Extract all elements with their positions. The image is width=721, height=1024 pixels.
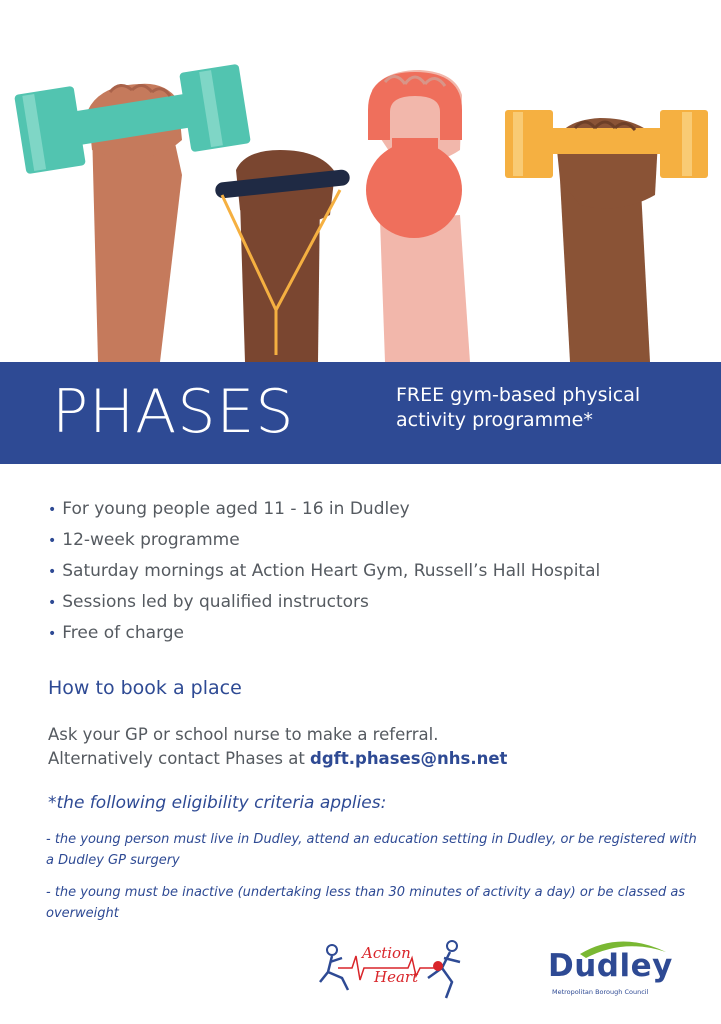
arm-resistance-band-icon — [215, 150, 351, 362]
dudley-logo-subtitle: Metropolitan Borough Council — [552, 988, 649, 996]
bullet-icon: • — [48, 564, 57, 580]
bullet-icon: • — [48, 533, 57, 549]
list-item: • For young people aged 11 - 16 in Dudley — [48, 499, 410, 519]
list-item: • Sessions led by qualified instructors — [48, 592, 369, 612]
hero-illustration — [0, 0, 721, 362]
arm-kettlebell-icon — [366, 70, 470, 362]
booking-instructions — [48, 723, 507, 771]
how-to-book-heading: How to book a place — [48, 677, 242, 699]
contact-email-link[interactable]: dgft.phases@nhs.net — [310, 749, 508, 768]
banner-subtitle — [396, 383, 696, 433]
banner-subtitle-line1: FREE gym-based physical — [396, 384, 641, 406]
action-heart-word1: Action — [362, 944, 411, 962]
banner-subtitle-line2: activity programme* — [396, 409, 593, 431]
list-item: • Free of charge — [48, 623, 185, 643]
action-heart-word2: Heart — [374, 968, 419, 986]
criteria-item: - the young person must live in Dudley, attend an education setting in Dudley, or be registered with a Dudley GP surgery — [46, 832, 697, 868]
booking-line1: Ask your GP or school nurse to make a referral. — [48, 725, 439, 744]
list-item: • 12-week programme — [48, 530, 240, 550]
arm-dumbbell-yellow-icon — [505, 110, 708, 362]
list-item: • Saturday mornings at Action Heart Gym, Russell’s Hall Hospital — [48, 561, 601, 581]
arm-dumbbell-teal-icon — [14, 64, 251, 362]
bullet-icon: • — [48, 626, 57, 642]
programme-features-list — [48, 494, 600, 649]
bullet-icon: • — [48, 502, 57, 518]
dudley-logo-word: Dudley — [548, 948, 673, 984]
page-title: PHASES — [52, 377, 295, 447]
criteria-item: - the young must be inactive (undertaking less than 30 minutes of activity a day) or be classed as overweight — [46, 885, 686, 921]
criteria-heading: *the following eligibility criteria applies: — [48, 793, 387, 813]
bullet-icon: • — [48, 595, 57, 611]
booking-line2: Alternatively contact Phases at dgft.phases@nhs.net — [48, 749, 508, 768]
